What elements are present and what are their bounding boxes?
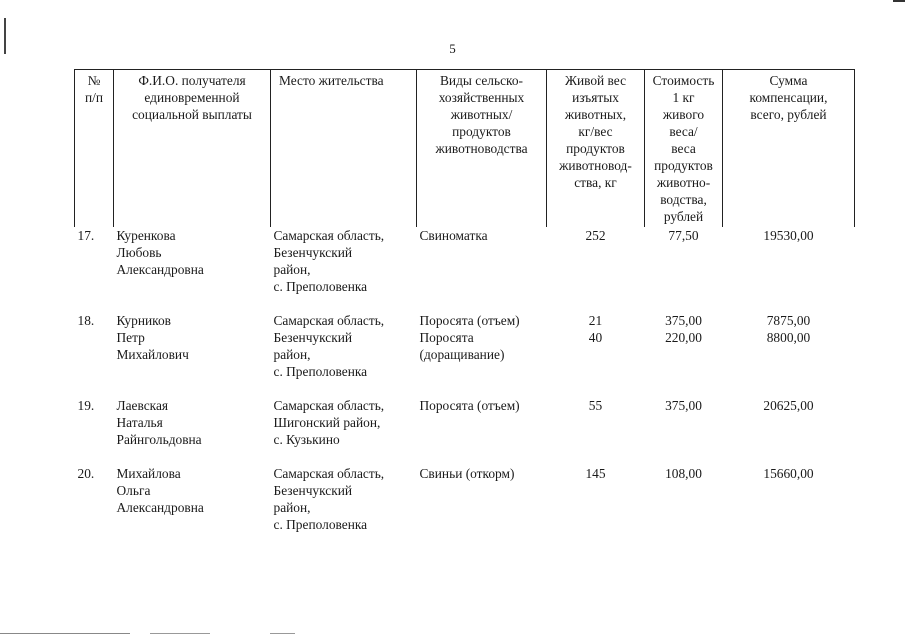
- row-number-line: 18.: [77, 313, 95, 328]
- residence-line: район,: [273, 500, 311, 515]
- animal-kind: [417, 465, 547, 555]
- animal-kind-line: (доращивание): [419, 347, 505, 362]
- total-compensation-line: 15660,00: [763, 466, 814, 481]
- residence-line: Безенчукский: [273, 330, 353, 345]
- cost-per-kg-line: 375,00: [665, 398, 702, 413]
- animal-kind-line: Поросята: [419, 330, 474, 345]
- header-animal-kind: [417, 70, 547, 228]
- recipient-name-line: Курников: [116, 313, 171, 328]
- header-text-line: Ф.И.О. получателя: [138, 73, 246, 88]
- header-live-weight: [547, 70, 645, 228]
- page-number: 5: [449, 41, 456, 56]
- cost-per-kg: [645, 465, 723, 555]
- header-text-line: компенсации,: [749, 90, 828, 105]
- row-number: [75, 312, 114, 397]
- recipient-name-line: Любовь: [116, 245, 162, 260]
- residence-line: Безенчукский: [273, 245, 353, 260]
- live-weight-line: 252: [585, 228, 606, 243]
- live-weight: [547, 465, 645, 555]
- recipient-name: [114, 465, 271, 555]
- cost-per-kg: [645, 312, 723, 397]
- residence-line: Самарская область,: [273, 313, 385, 328]
- scan-artifact-bottom: [150, 633, 210, 634]
- header-text-line: ства, кг: [574, 175, 617, 190]
- header-text-line: Сумма: [769, 73, 808, 88]
- header-text-line: п/п: [84, 90, 104, 105]
- live-weight-line: 145: [585, 466, 606, 481]
- cost-per-kg-line: 220,00: [665, 330, 702, 345]
- header-text-line: Виды сельско-: [439, 73, 524, 88]
- header-text-line: всего, рублей: [750, 107, 827, 122]
- recipient-name-line: Райнгольдовна: [116, 432, 202, 447]
- residence-line: Безенчукский: [273, 483, 353, 498]
- header-text-line: животных/: [450, 107, 513, 122]
- recipient-name-line: Лаевская: [116, 398, 169, 413]
- header-number: [75, 70, 114, 228]
- table-row: [75, 227, 855, 312]
- total-compensation: [723, 312, 855, 397]
- total-compensation: [723, 227, 855, 312]
- animal-kind-line: Поросята (отъем): [419, 313, 520, 328]
- compensation-table: [74, 69, 855, 555]
- residence-line: с. Преполовенка: [273, 517, 368, 532]
- header-text-line: хозяйственных: [438, 90, 525, 105]
- residence: [271, 227, 417, 312]
- total-compensation-line: 7875,00: [766, 313, 811, 328]
- residence-line: район,: [273, 262, 311, 277]
- header-text-line: Место жительства: [279, 73, 384, 88]
- recipient-name-line: Михайлова: [116, 466, 181, 481]
- animal-kind-line: Свиньи (откорм): [419, 466, 515, 481]
- table-header-row: [75, 70, 855, 228]
- header-text-line: №: [87, 73, 101, 88]
- total-compensation-line: 19530,00: [763, 228, 814, 243]
- table-row: [75, 397, 855, 465]
- residence: [271, 312, 417, 397]
- residence: [271, 465, 417, 555]
- residence-line: Самарская область,: [273, 466, 385, 481]
- header-text-line: веса/: [669, 124, 698, 139]
- cost-per-kg-line: 77,50: [668, 228, 699, 243]
- header-recipient-name: [114, 70, 271, 228]
- header-text-line: Стоимость: [652, 73, 715, 88]
- header-text-line: животно-: [656, 175, 711, 190]
- header-text-line: водства,: [660, 192, 707, 207]
- header-text-line: изъятых: [572, 90, 619, 105]
- residence-line: Шигонский район,: [273, 415, 381, 430]
- scan-artifact-right: [893, 0, 905, 2]
- residence-line: с. Кузькино: [273, 432, 340, 447]
- recipient-name-line: Ольга: [116, 483, 151, 498]
- row-number-line: 20.: [77, 466, 95, 481]
- header-residence: [271, 70, 417, 228]
- row-number: [75, 227, 114, 312]
- animal-kind-line: Свиноматка: [419, 228, 488, 243]
- cost-per-kg-line: 375,00: [665, 313, 702, 328]
- recipient-name-line: Петр: [116, 330, 145, 345]
- header-text-line: живого: [662, 107, 705, 122]
- header-cost-per-kg: [645, 70, 723, 228]
- header-text-line: веса: [671, 141, 696, 156]
- residence-line: Самарская область,: [273, 398, 385, 413]
- header-text-line: животноводства: [435, 141, 528, 156]
- total-compensation-line: 8800,00: [766, 330, 811, 345]
- recipient-name: [114, 227, 271, 312]
- cost-per-kg: [645, 397, 723, 465]
- table-row: [75, 465, 855, 555]
- residence-line: Самарская область,: [273, 228, 385, 243]
- header-text-line: продуктов: [566, 141, 625, 156]
- live-weight-line: 40: [588, 330, 603, 345]
- animal-kind: [417, 397, 547, 465]
- cost-per-kg-line: 108,00: [665, 466, 702, 481]
- animal-kind-line: Поросята (отъем): [419, 398, 520, 413]
- header-text-line: продуктов: [452, 124, 511, 139]
- residence-line: с. Преполовенка: [273, 364, 368, 379]
- scan-artifact-bottom: [270, 633, 295, 634]
- total-compensation-line: 20625,00: [763, 398, 814, 413]
- animal-kind: [417, 312, 547, 397]
- header-text-line: рублей: [663, 209, 704, 224]
- recipient-name-line: Александровна: [116, 500, 204, 515]
- live-weight-line: 55: [588, 398, 603, 413]
- live-weight: [547, 312, 645, 397]
- header-text-line: животных,: [564, 107, 627, 122]
- header-text-line: 1 кг: [672, 90, 695, 105]
- header-text-line: Живой вес: [564, 73, 627, 88]
- live-weight: [547, 397, 645, 465]
- scan-artifact-bottom: [0, 633, 130, 634]
- recipient-name: [114, 397, 271, 465]
- header-text-line: животновод-: [559, 158, 632, 173]
- live-weight: [547, 227, 645, 312]
- recipient-name-line: Куренкова: [116, 228, 176, 243]
- header-text-line: кг/вес: [578, 124, 613, 139]
- recipient-name: [114, 312, 271, 397]
- animal-kind: [417, 227, 547, 312]
- table-row: [75, 312, 855, 397]
- cost-per-kg: [645, 227, 723, 312]
- row-number: [75, 465, 114, 555]
- residence-line: с. Преполовенка: [273, 279, 368, 294]
- row-number-line: 19.: [77, 398, 95, 413]
- header-text-line: социальной выплаты: [132, 107, 252, 122]
- header-text-line: продуктов: [654, 158, 713, 173]
- total-compensation: [723, 465, 855, 555]
- recipient-name-line: Михайлович: [116, 347, 189, 362]
- recipient-name-line: Александровна: [116, 262, 204, 277]
- recipient-name-line: Наталья: [116, 415, 163, 430]
- header-text-line: единовременной: [144, 90, 240, 105]
- residence: [271, 397, 417, 465]
- total-compensation: [723, 397, 855, 465]
- residence-line: район,: [273, 347, 311, 362]
- row-number: [75, 397, 114, 465]
- header-total-compensation: [723, 70, 855, 228]
- row-number-line: 17.: [77, 228, 95, 243]
- live-weight-line: 21: [588, 313, 603, 328]
